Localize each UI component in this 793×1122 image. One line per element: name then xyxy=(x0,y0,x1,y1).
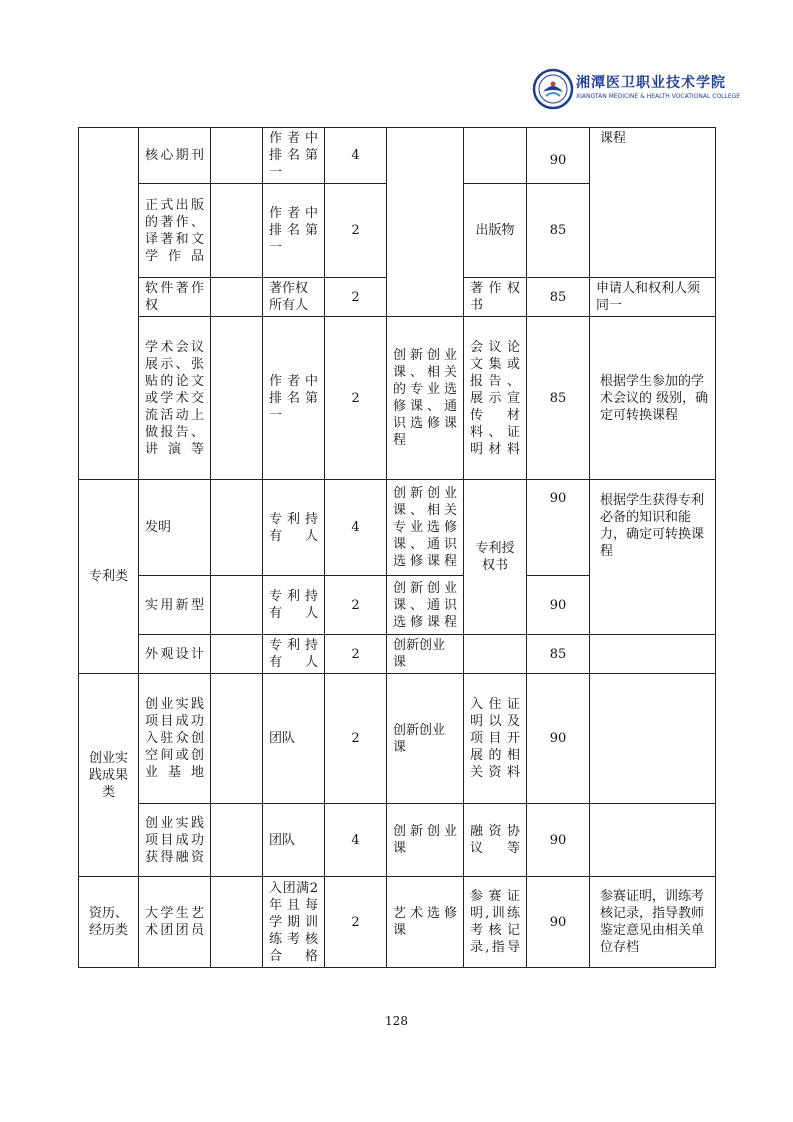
note-cell xyxy=(590,804,716,877)
table-row xyxy=(79,317,716,480)
table-row xyxy=(79,804,716,877)
table-row xyxy=(79,635,716,674)
item-cell: 正式出版的著作、译著和文学作品 xyxy=(139,184,211,278)
score-cell: 85 xyxy=(527,317,590,480)
requirement-cell: 团队 xyxy=(263,804,325,877)
course-cell: 创新创业课 xyxy=(387,674,464,804)
score-cell: 90 xyxy=(527,877,590,968)
credit-cell: 2 xyxy=(325,674,387,804)
blank-cell xyxy=(211,804,263,877)
blank-cell xyxy=(211,128,263,184)
score-cell: 85 xyxy=(527,184,590,278)
credit-conversion-table xyxy=(78,127,716,968)
school-emblem-icon xyxy=(532,68,574,110)
proof-cell xyxy=(464,128,527,184)
score-cell: 90 xyxy=(527,128,590,184)
proof-cell: 著作权书 xyxy=(464,278,527,317)
note-cell: 根据学生参加的学术会议的 级别，确定可转换课程 xyxy=(590,317,716,480)
item-cell: 核心期刊 xyxy=(139,128,211,184)
note-cell: 课程 xyxy=(590,128,716,278)
credit-cell: 2 xyxy=(325,877,387,968)
blank-cell xyxy=(211,184,263,278)
proof-cell: 出版物 xyxy=(464,184,527,278)
proof-cell: 专利授权书 xyxy=(464,480,527,635)
credit-cell: 4 xyxy=(325,480,387,576)
requirement-cell: 作者中排名第一 xyxy=(263,317,325,480)
item-cell: 实用新型 xyxy=(139,576,211,635)
category-cell xyxy=(79,128,139,480)
logo-text: 湘潭医卫职业技术学院 xyxy=(576,75,726,91)
blank-cell xyxy=(211,635,263,674)
logo-subtext: XIANGTAN MEDICINE & HEALTH VOCATIONAL COLLEGE xyxy=(576,93,741,100)
item-cell: 大学生艺术团团员 xyxy=(139,877,211,968)
credit-cell: 2 xyxy=(325,576,387,635)
requirement-cell: 专利持有人 xyxy=(263,576,325,635)
item-cell: 创业实践项目成功入驻众创空间或创业基地 xyxy=(139,674,211,804)
course-cell xyxy=(387,128,464,317)
blank-cell xyxy=(211,576,263,635)
note-cell xyxy=(590,674,716,804)
table-row xyxy=(79,480,716,576)
category-cell: 创业实践成果类 xyxy=(79,674,139,877)
score-cell: 90 xyxy=(527,480,590,576)
requirement-cell: 著作权所有人 xyxy=(263,278,325,317)
course-cell: 创新创业课 xyxy=(387,804,464,877)
header-logo xyxy=(532,66,742,112)
score-cell: 85 xyxy=(527,635,590,674)
table-row xyxy=(79,674,716,804)
item-cell: 学术会议展示、张贴的论文或学术交流活动上做报告、讲演等 xyxy=(139,317,211,480)
credit-cell: 2 xyxy=(325,184,387,278)
page-number: 128 xyxy=(385,1014,408,1028)
credit-cell: 4 xyxy=(325,804,387,877)
score-cell: 85 xyxy=(527,278,590,317)
credit-cell: 2 xyxy=(325,278,387,317)
proof-cell: 参赛证明,训练考核记录,指导 xyxy=(464,877,527,968)
note-cell: 参赛证明，训练考核记录，指导教师鉴定意见由相关单位存档 xyxy=(590,877,716,968)
proof-cell: 会议论文集或报告、展示宣传材料、证明材料 xyxy=(464,317,527,480)
note-cell: 申请人和权利人须同一 xyxy=(590,278,716,317)
course-cell: 艺术选修课 xyxy=(387,877,464,968)
requirement-cell: 入团满2年且每学期训练考核合格 xyxy=(263,877,325,968)
category-cell: 专利类 xyxy=(79,480,139,674)
item-cell: 软件著作权 xyxy=(139,278,211,317)
requirement-cell: 作者中排名第一 xyxy=(263,184,325,278)
proof-cell: 融资协议等 xyxy=(464,804,527,877)
score-cell: 90 xyxy=(527,674,590,804)
proof-cell xyxy=(464,635,527,674)
blank-cell xyxy=(211,278,263,317)
credit-cell: 2 xyxy=(325,317,387,480)
item-cell: 发明 xyxy=(139,480,211,576)
blank-cell xyxy=(211,317,263,480)
requirement-cell: 团队 xyxy=(263,674,325,804)
item-cell: 外观设计 xyxy=(139,635,211,674)
requirement-cell: 作者中排名第一 xyxy=(263,128,325,184)
score-cell: 90 xyxy=(527,576,590,635)
requirement-cell: 专利持有人 xyxy=(263,480,325,576)
blank-cell xyxy=(211,674,263,804)
blank-cell xyxy=(211,480,263,576)
table-row xyxy=(79,128,716,184)
score-cell: 90 xyxy=(527,804,590,877)
note-cell xyxy=(590,635,716,674)
category-cell: 资历、经历类 xyxy=(79,877,139,968)
item-cell: 创业实践项目成功获得融资 xyxy=(139,804,211,877)
credit-cell: 2 xyxy=(325,635,387,674)
course-cell: 创新创业课、通识选修课程 xyxy=(387,576,464,635)
note-cell: 根据学生获得专利必备的知识和能力，确定可转换课程 xyxy=(590,480,716,635)
course-cell: 创新创业课、相关专业选修课、通识选修课程 xyxy=(387,480,464,576)
table-row xyxy=(79,877,716,968)
requirement-cell: 专利持有人 xyxy=(263,635,325,674)
blank-cell xyxy=(211,877,263,968)
course-cell: 创新创业课 xyxy=(387,635,464,674)
proof-cell: 入住证明以及项目开展的相关资料 xyxy=(464,674,527,804)
course-cell: 创新创业课、相关的专业选修课、通识选修课程 xyxy=(387,317,464,480)
credit-cell: 4 xyxy=(325,128,387,184)
